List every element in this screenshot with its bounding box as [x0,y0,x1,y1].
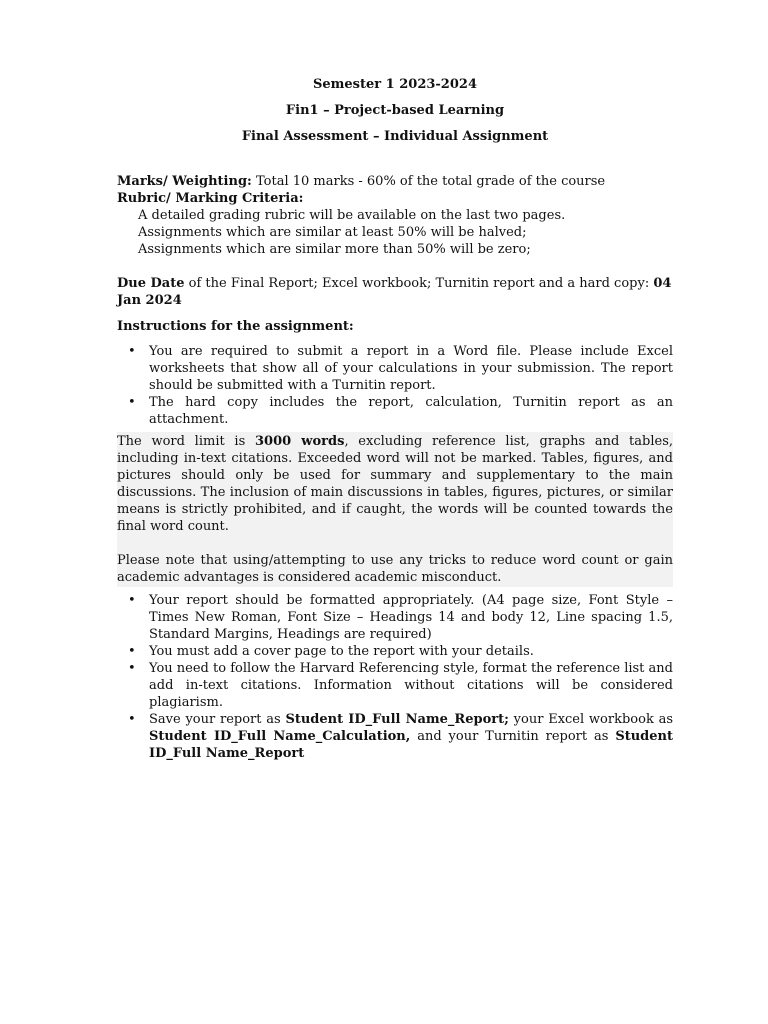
list-item: • You are required to submit a report in a Word file. Please include Excel worksheets that show all of your calculations in your submission. The report should be submitted with a Turnitin report. [117,343,673,394]
marks-weighting [117,173,673,190]
save-report-name: Student ID_Full Name_Report; [285,712,509,727]
word-limit-paragraph [117,433,673,535]
word-limit-bold: 3000 words [255,434,345,449]
marks-text: Total 10 marks - 60% of the total grade of the course [251,174,606,189]
word-limit-post: , excluding reference list, graphs and tables, including in-text citations. Exceeded word will not be marked. Tables, figures, and pictures should only be used for summary and supplementary to the main discussions. The inclusion of main discussions in tables, figures, pictures, or similar means is strictly prohibited, and if caught, the words will be counted towards the final word count. [117,434,674,534]
rubric-label: Rubric/ Marking Criteria: [117,191,304,206]
marks-label: Marks/ Weighting: [117,174,252,189]
list-item-save [117,711,673,762]
misconduct-note: Please note that using/attempting to use any tricks to reduce word count or gain academic advantages is considered academic misconduct. [117,553,673,585]
semester-heading: Semester 1 2023-2024 [313,77,477,92]
word-limit-pre: The word limit is [117,434,255,449]
due-text: of the Final Report; Excel workbook; Turnitin report and a hard copy: [184,276,654,291]
course-heading: Fin1 – Project-based Learning [285,103,505,118]
due-label: Due Date [117,276,185,291]
due-date [117,275,673,309]
assessment-heading: Final Assessment – Individual Assignment [241,129,549,144]
rubric-line-2: Assignments which are similar at least 50% will be halved; [138,225,527,240]
list-item: • You need to follow the Harvard Referencing style, format the reference list and add in-text citations. Information without citations will be considered plagiarism. [117,660,673,711]
blank-line [117,535,673,552]
list-item: • The hard copy includes the report, calculation, Turnitin report as an attachment. [117,394,673,428]
instructions-title: Instructions for the assignment: [117,319,354,334]
due-date-value: 04 Jan 2024 [117,276,672,308]
list-item: • You must add a cover page to the report with your details. [117,643,673,660]
document-content [117,76,673,762]
instructions-list-2 [117,592,673,762]
save-text-2: your Excel workbook as [508,712,674,727]
rubric-line-1: A detailed grading rubric will be available on the last two pages. [138,208,566,223]
rubric-line-3: Assignments which are similar more than 50% will be zero; [138,242,531,257]
save-calc-name: Student ID_Full Name_Calculation, [149,729,411,744]
save-turnitin-name: Student ID_Full Name_Report [149,729,673,761]
instructions-list-1 [117,343,673,428]
save-text-1: Save your report as [149,712,286,727]
word-limit-box [117,432,673,587]
save-text-3: and your Turnitin report as [410,729,616,744]
list-item: • Your report should be formatted appropriately. (A4 page size, Font Style – Times New Roman, Font Size – Headings 14 and body 12, Line spacing 1.5, Standard Margins, Headings are required) [117,592,673,643]
